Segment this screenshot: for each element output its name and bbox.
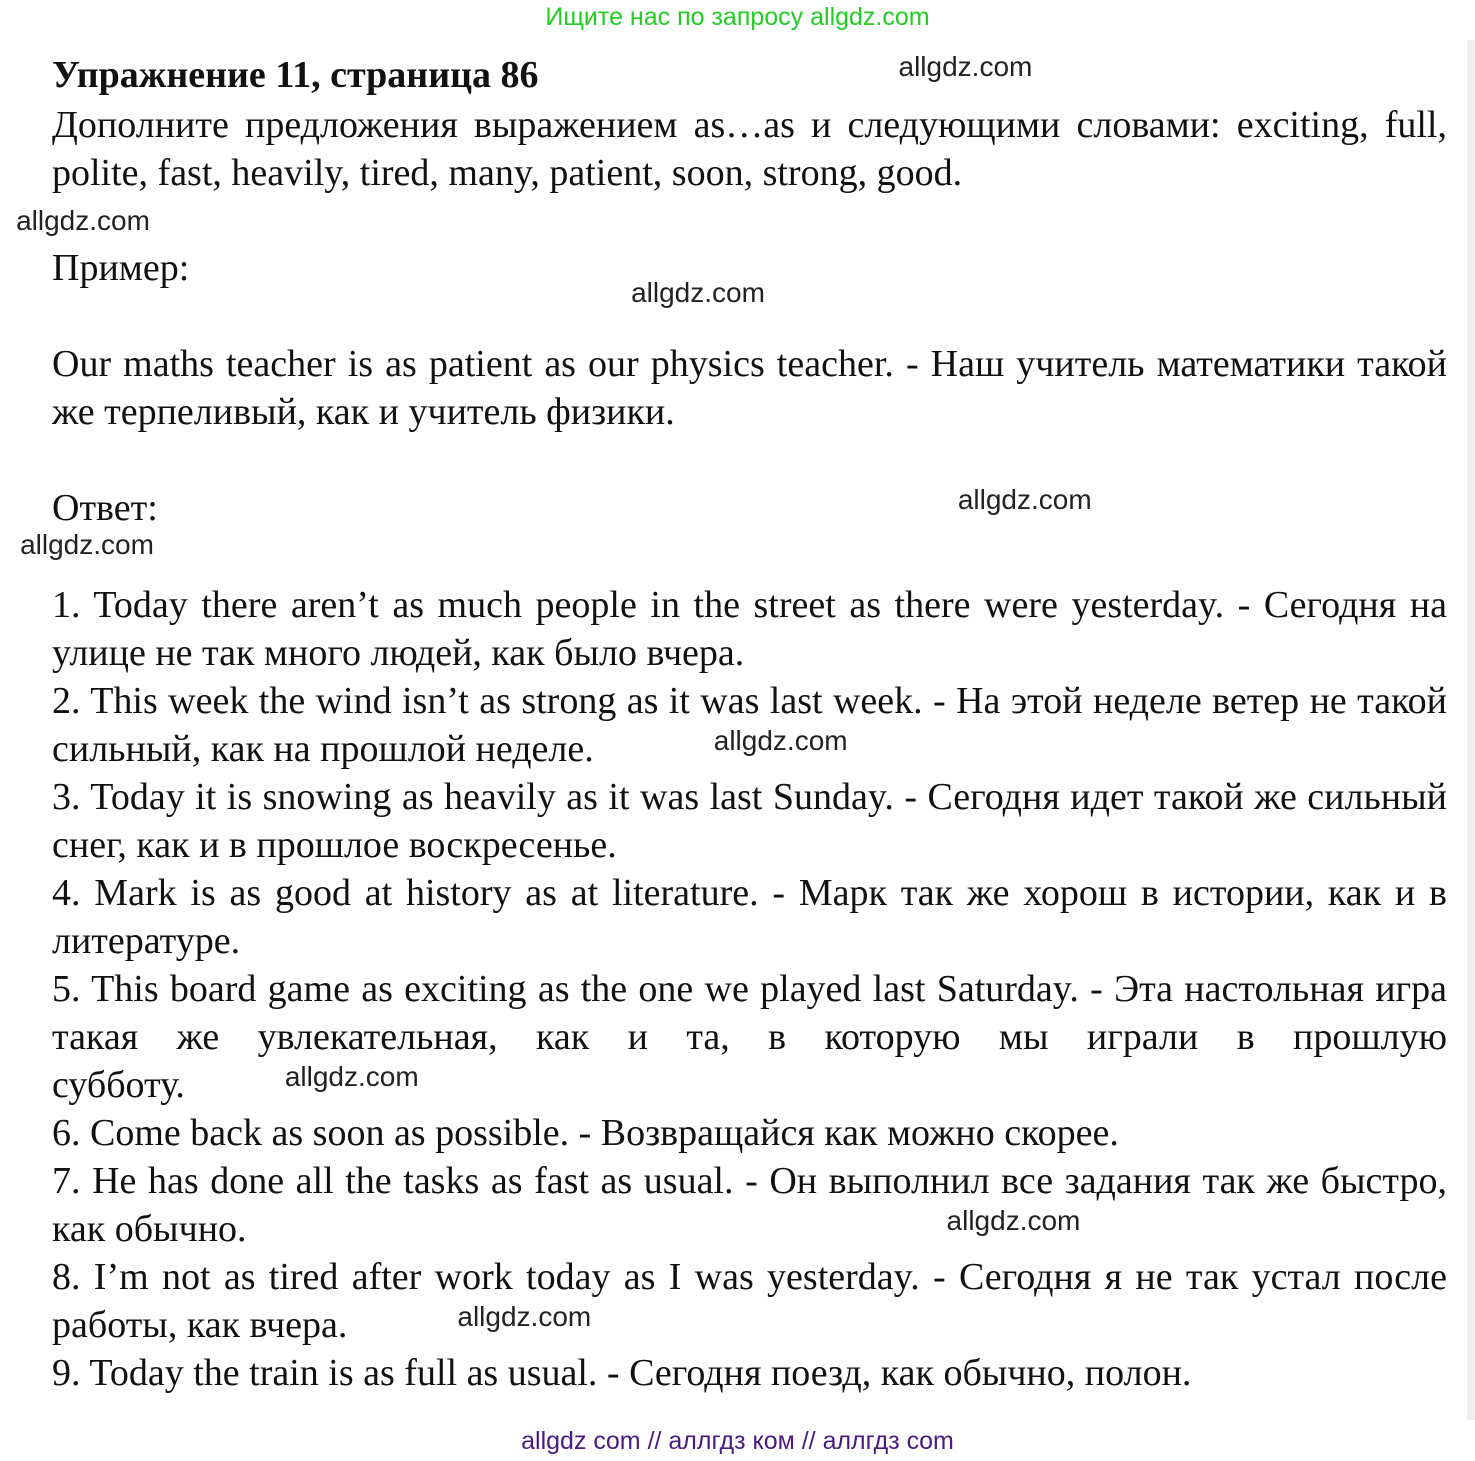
answer-text: 7. He has done all the tasks as fast as usual. - Он выполнил все задания так же быстро, как обычно.	[52, 1160, 1447, 1250]
exercise-title: Упражнение 11, страница 86	[52, 54, 539, 96]
search-banner[interactable]: Ищите нас по запросу allgdz.com	[545, 3, 930, 31]
watermark: allgdz.com	[284, 1061, 419, 1092]
answer-item: 6. Come back as soon as possible. - Возвращайся как можно скорее.	[52, 1112, 1119, 1154]
answer-text: 5. This board game as exciting as the one we played last Saturday. - Эта настольная игра такая же увлекательная, как и та, в которую мы играли в прошлую субботу.	[52, 968, 1447, 1106]
answer-item: 4. Mark is as good at history as at literature. - Марк так же хорош в истории, как и в литературе.	[52, 872, 1447, 962]
watermark: allgdz.com	[957, 484, 1092, 515]
watermark: allgdz.com	[946, 1205, 1081, 1236]
example-label: Пример:	[52, 247, 190, 289]
scrollbar[interactable]	[1467, 40, 1475, 1420]
answer-list	[52, 581, 1447, 1397]
answer-item: 9. Today the train is as full as usual. - Сегодня поезд, как обычно, полон.	[52, 1352, 1192, 1394]
instruction-text: Дополните предложения выражением as…as и следующими словами: exciting, full, polite, fast, heavily, tired, many, patient, soon, strong, good.	[52, 104, 1447, 194]
answer-text: 2. This week the wind isn’t as strong as it was last week. - На этой неделе ветер не такой сильный, как на прошлой неделе.	[52, 680, 1447, 770]
answer-item: 1. Today there aren’t as much people in the street as there were yesterday. - Сегодня на улице не так много людей, как было вчера.	[52, 584, 1447, 674]
watermark: allgdz.com	[898, 51, 1033, 82]
answer-item	[52, 1253, 1447, 1349]
watermark: allgdz.com	[713, 725, 848, 756]
exercise-title-line	[52, 51, 1447, 99]
watermark: allgdz.com	[631, 277, 765, 308]
watermark: allgdz.com	[16, 205, 150, 236]
watermark: allgdz.com	[20, 529, 154, 560]
answer-item	[52, 965, 1447, 1109]
answer-label-line	[52, 484, 1447, 532]
example-text: Our maths teacher is as patient as our physics teacher. - Наш учитель математики такой же терпеливый, как и учитель физики.	[52, 343, 1447, 433]
answer-item	[52, 677, 1447, 773]
answer-item: 3. Today it is snowing as heavily as it was last Sunday. - Сегодня идет такой же сильный снег, как и в прошлое воскресенье.	[52, 776, 1447, 866]
watermark: allgdz.com	[457, 1301, 592, 1332]
footer-links[interactable]: allgdz com // аллгдз ком // аллгдз com	[521, 1427, 954, 1455]
answer-text: 8. I’m not as tired after work today as I was yesterday. - Сегодня я не так устал после работы, как вчера.	[52, 1256, 1447, 1346]
answer-item	[52, 1157, 1447, 1253]
answer-label: Ответ:	[52, 487, 158, 529]
